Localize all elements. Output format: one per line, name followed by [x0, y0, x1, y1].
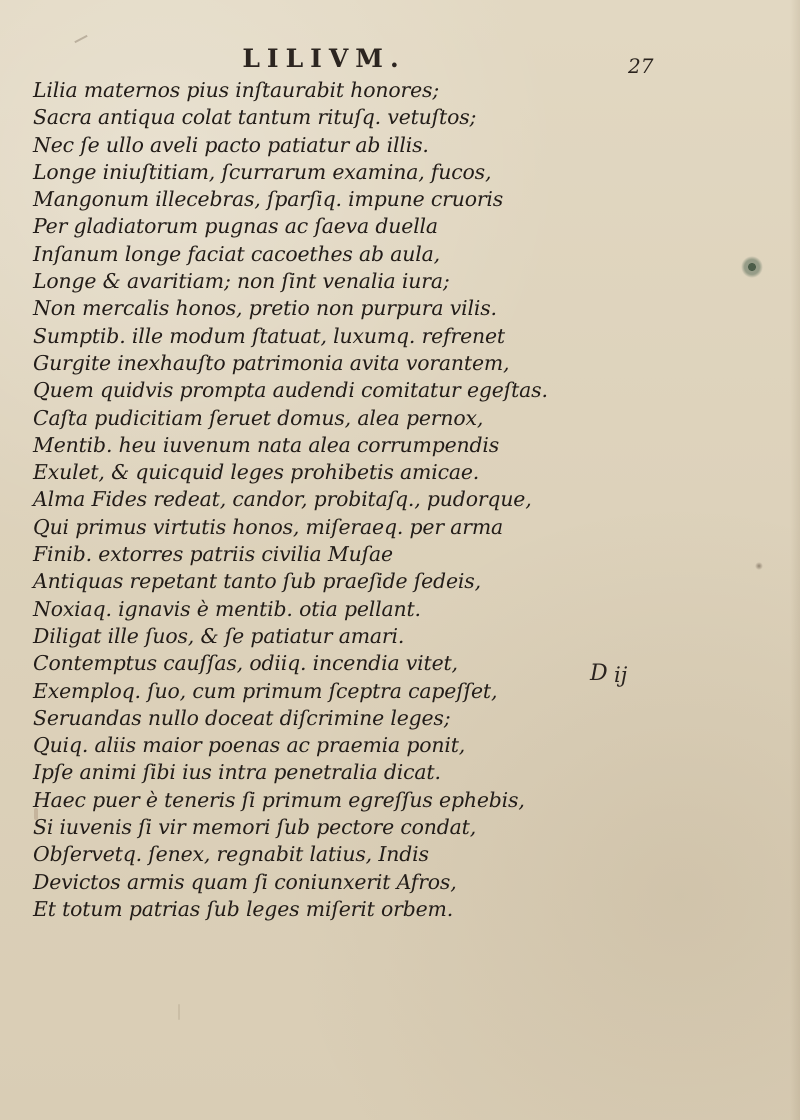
poem-line: Lilia maternos pius inſtaurabit honores; [33, 78, 440, 102]
poem-line: Qui primus virtutis honos, miſeraeq. per arma [33, 514, 504, 539]
poem-line: Exemploq. ſuo, cum primum ſceptra capeſſet, [33, 678, 498, 703]
stain-mark [178, 1004, 180, 1020]
page-edge-shadow [790, 0, 800, 1120]
poem-line: Longe & avaritiam; non ſint venalia iura; [33, 269, 450, 294]
signature-mark: ij [614, 663, 628, 687]
poem-line: Haec puer è teneris ſi primum egreſſus ephebis, [33, 787, 525, 812]
stain-mark [741, 256, 763, 278]
poem-line: Mentib. heu iuvenum nata alea corrumpendis [33, 432, 500, 457]
poem-line: Quiq. aliis maior poenas ac praemia ponit, [33, 733, 466, 758]
poem-line: Mangonum illecebras, ſparſiq. impune cruoris [33, 187, 504, 212]
catchword-signature [590, 661, 660, 691]
poem-line: Diligat ille ſuos, & ſe patiatur amari. [33, 623, 405, 648]
poem-line: Caſta pudicitiam ſeruet domus, alea pernox, [33, 405, 484, 430]
page-mark [74, 35, 87, 43]
poem-line: Inſanum longe faciat cacoethes ab aula, [33, 241, 440, 266]
poem-line: Ipſe animi ſibi ius intra penetralia dicat. [33, 760, 441, 785]
poem-line: Si iuvenis ſi vir memori ſub pectore condat, [33, 815, 477, 840]
poem-line: Sacra antiqua colat tantum rituſq. vetuſtos; [33, 105, 477, 130]
poem-line: Sumptib. ille modum ſtatuat, luxumq. refrenet [33, 323, 505, 348]
poem-line: Antiquas repetant tanto ſub praeſide ſedeis, [33, 569, 481, 594]
poem-line: Contemptus cauſſas, odiiq. incendia vitet, [33, 651, 458, 676]
poem-line: Gurgite inexhauſto patrimonia avita vorantem, [33, 350, 510, 375]
poem-line: Non mercalis honos, pretio non purpura vilis. [33, 296, 497, 321]
poem-line: Obſervetq. ſenex, regnabit latius, Indis [33, 842, 429, 867]
catchword: D [590, 661, 608, 686]
page-number: 27 [628, 54, 654, 78]
poem-text-block [33, 77, 713, 923]
poem-line: Exulet, & quicquid leges prohibetis amicae. [33, 460, 480, 485]
page-heading: LILIVM. [242, 44, 406, 73]
poem-line: Seruandas nullo doceat diſcrimine leges; [33, 705, 451, 730]
poem-line: Finib. extorres patriis civilia Muſae [33, 542, 393, 567]
poem-line: Noxiaq. ignavis è mentib. otia pellant. [33, 596, 421, 621]
poem-line: Quem quidvis prompta audendi comitatur egeſtas. [33, 378, 548, 403]
poem-line: Longe iniuſtitiam, ſcurrarum examina, fucos, [33, 159, 492, 184]
poem-line: Alma Fides redeat, candor, probitaſq., pudorque, [33, 487, 532, 512]
poem-line: Nec ſe ullo aveli pacto patiatur ab illis. [33, 132, 429, 157]
poem-line: Per gladiatorum pugnas ac ſaeva duella [33, 214, 438, 239]
poem-line: Et totum patrias ſub leges miſerit orbem. [33, 896, 454, 921]
stain-mark [755, 562, 763, 570]
poem-line: Devictos armis quam ſi coniunxerit Afros, [33, 869, 457, 894]
